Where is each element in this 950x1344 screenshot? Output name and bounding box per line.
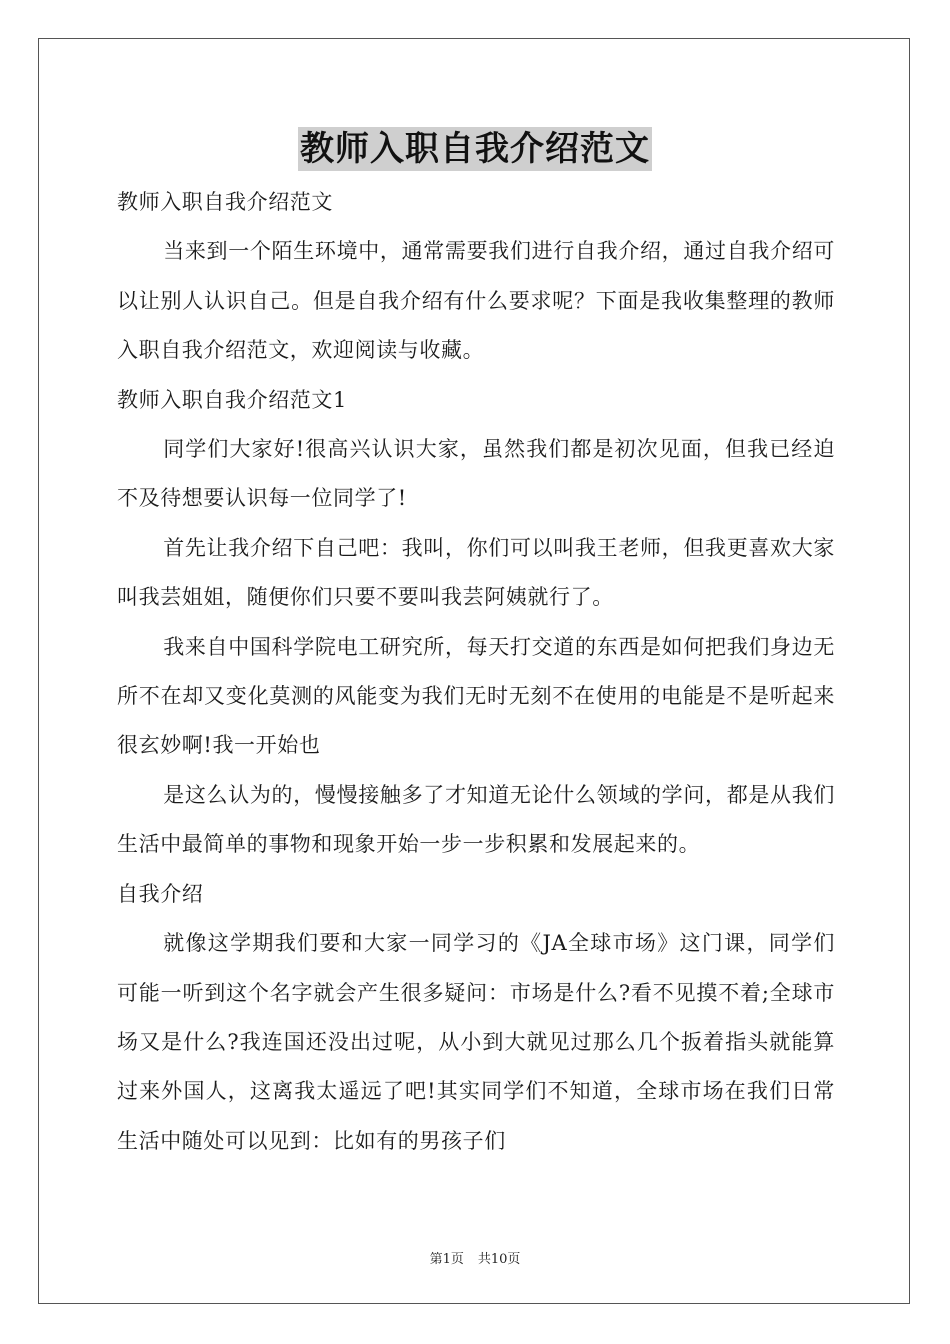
page-footer [0, 1248, 950, 1267]
document-title: 教师入职自我介绍范文 [300, 129, 650, 169]
paragraph: 我来自中国科学院电工研究所，每天打交道的东西是如何把我们身边无所不在却又变化莫测的风能变为我们无时无刻不在使用的电能是不是听起来很玄妙啊!我一开始也 [117, 634, 835, 758]
paragraph: 就像这学期我们要和大家一同学习的《JA全球市场》这门课，同学们可能一听到这个名字就会产生很多疑问：市场是什么?看不见摸不着;全球市场又是什么?我连国还没出过呢，从小到大就见过那么几个扳着指头就能算过来外国人，这离我太遥远了吧!其实同学们不知道，全球市场在我们日常生活中随处可以见到：比如有的男孩子们 [117, 931, 835, 1153]
paragraph: 教师入职自我介绍范文 [117, 190, 333, 214]
page-total: 共10页 [477, 1252, 521, 1267]
page-number: 第1页 [429, 1252, 464, 1267]
paragraph: 当来到一个陌生环境中，通常需要我们进行自我介绍，通过自我介绍可以让别人认识自己。但是自我介绍有什么要求呢？下面是我收集整理的教师入职自我介绍范文，欢迎阅读与收藏。 [117, 239, 835, 363]
paragraph: 教师入职自我介绍范文1 [117, 387, 347, 412]
document-body [117, 178, 835, 1166]
paragraph: 是这么认为的，慢慢接触多了才知道无论什么领域的学问，都是从我们生活中最简单的事物和现象开始一步一步积累和发展起来的。 [117, 782, 835, 857]
paragraph: 首先让我介绍下自己吧：我叫，你们可以叫我王老师，但我更喜欢大家叫我芸姐姐，随便你们只要不要叫我芸阿姨就行了。 [117, 535, 835, 610]
paragraph: 同学们大家好!很高兴认识大家，虽然我们都是初次见面，但我已经迫不及待想要认识每一位同学了! [117, 437, 835, 511]
title-container [0, 127, 950, 171]
paragraph: 自我介绍 [117, 881, 204, 906]
